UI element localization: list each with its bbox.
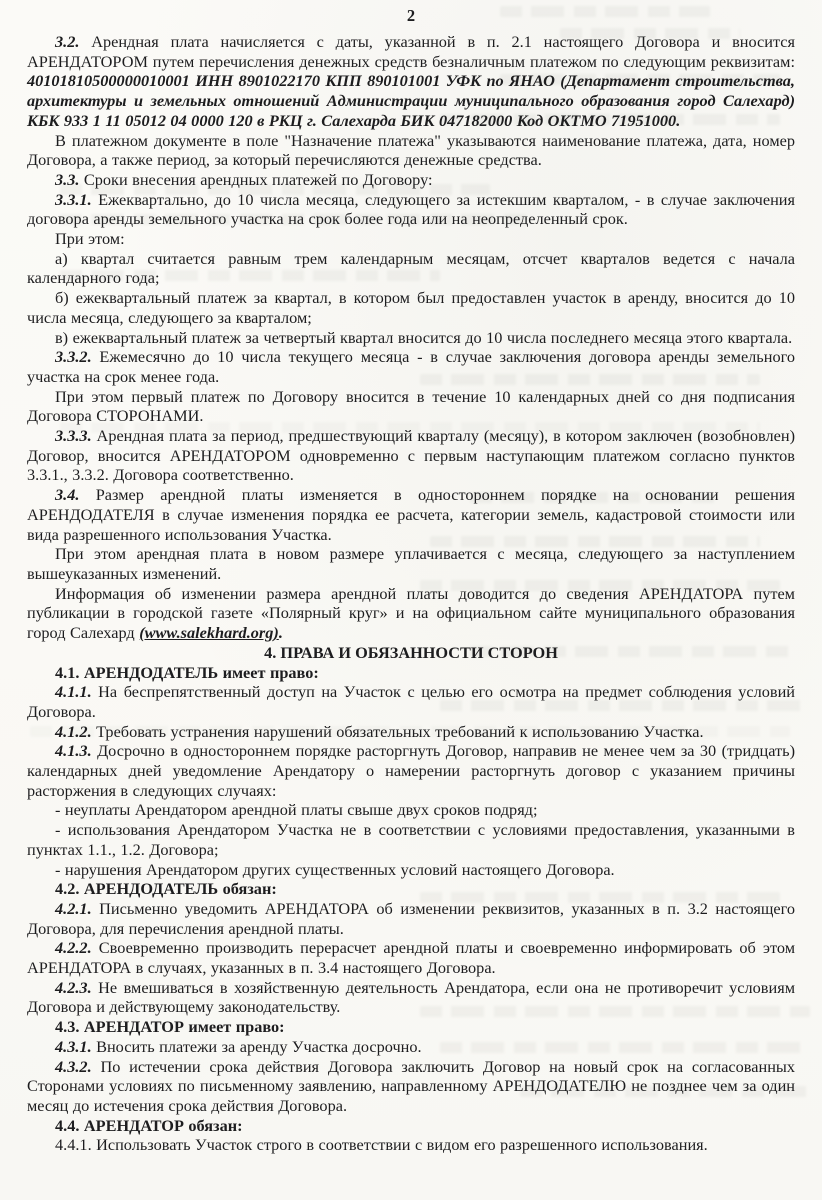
page-number: 2: [406, 6, 416, 25]
text-run: - неуплаты Арендатором арендной платы свыше двух сроков подряд;: [55, 800, 538, 820]
text-run: Арендная плата начисляется с даты, указанной в п. 2.1 настоящего Договора и вносится АРЕНДАТОРОМ путем перечисления денежных средств безналичным платежом по следующим реквизитам:: [27, 32, 795, 71]
text-run: 4.1.3.: [55, 741, 92, 761]
paragraph: [27, 190, 795, 229]
text-run: 4.3. АРЕНДАТОР имеет право:: [55, 1017, 285, 1037]
section-heading: [27, 643, 795, 663]
text-run: .: [278, 623, 283, 643]
paragraph: [27, 899, 795, 938]
text-run: При этом:: [55, 229, 125, 249]
paragraph: [27, 328, 795, 348]
paragraph: [27, 426, 795, 485]
paragraph: [27, 741, 795, 800]
text-run: Своевременно производить перерасчет арендной платы и своевременно информировать об этом АРЕНДАТОРА в случаях, указанных в п. 3.4 настоящего Договора.: [27, 938, 795, 978]
text-run: - нарушения Арендатором других существенных условий настоящего Договора.: [55, 859, 615, 879]
text-run: Ежемесячно до 10 числа текущего месяца - в случае заключения договора аренды земельного участка на срок менее года.: [27, 347, 795, 386]
paragraph: [27, 584, 795, 643]
paragraph: [27, 32, 795, 131]
text-run: 3.3.3.: [55, 426, 92, 446]
text-run: 3.3.1.: [55, 189, 92, 209]
text-run: - использования Арендатором Участка не в соответствии с условиями предоставления, указанными в пунктах 1.1., 1.2. Договора;: [27, 820, 795, 859]
text-run: Не вмешиваться в хозяйственную деятельность Арендатора, если она не противоречит условиям Договора и действующему законодательству.: [27, 977, 795, 1017]
text-run: Размер арендной платы изменяется в одностороннем порядке на основании решения АРЕНДОДАТЕЛЯ в случае изменения порядка ее расчета, категории земель, кадастровой стоимости или вида разрешенного использования Участка.: [27, 485, 795, 544]
paragraph: [27, 1135, 795, 1155]
paragraph: [27, 1017, 795, 1037]
text-run: В платежном документе в поле "Назначение платежа" указываются наименование платежа, дата, номер Договора, а также период, за который перечисляются денежные средства.: [27, 130, 795, 170]
paragraph: [27, 800, 795, 820]
paragraph: [27, 131, 795, 170]
paragraph: [27, 485, 795, 544]
text-run: 4.4.1. Использовать Участок строго в соответствии с видом его разрешенного использования.: [55, 1135, 708, 1155]
paragraph: [27, 860, 795, 880]
text-run: а) квартал считается равным трем календарным месяцам, отсчет кварталов ведется с начала календарного года;: [27, 248, 795, 288]
paragraph: [27, 1037, 795, 1057]
text-run: 4.3.1.: [55, 1036, 92, 1056]
text-run: в) ежеквартальный платеж за четвертый квартал вносится до 10 числа последнего месяца этого квартала.: [55, 327, 793, 347]
text-run: Вносить платежи за аренду Участка досрочно.: [91, 1036, 422, 1056]
text-run: 4.1. АРЕНДОДАТЕЛЬ имеет право:: [55, 662, 319, 682]
text-run: Досрочно в одностороннем порядке расторгнуть Договор, направив не менее чем за 30 (тридцать) календарных дней уведомление Арендатору о намерении расторгнуть договор с указанием причины расторжения в следующих случаях:: [27, 741, 795, 800]
text-run: 3.2.: [55, 32, 80, 51]
text-run: Ежеквартально, до 10 числа месяца, следующего за истекшим кварталом, - в случае заключения договора аренды земельного участка на срок более года или на неопределенный срок.: [27, 189, 795, 229]
text-run: 4.4. АРЕНДАТОР обязан:: [55, 1115, 243, 1135]
text-run: 4.2. АРЕНДОДАТЕЛЬ обязан:: [55, 879, 277, 899]
text-run: Арендная плата за период, предшествующий кварталу (месяцу), в котором заключен (возобновлен) Договор, вносится АРЕНДАТОРОМ одновременно с первым наступающим платежом согласно пунктов 3.3.1., 3.3.2. Договора соответственно.: [27, 426, 795, 485]
text-run: (www.salekhard.org): [139, 623, 279, 643]
paragraph: [27, 938, 795, 977]
paragraph: [27, 879, 795, 899]
paragraph: [27, 387, 795, 426]
paragraph: [27, 347, 795, 386]
paragraph: [27, 682, 795, 721]
document-body: [27, 32, 795, 1155]
paragraph: [27, 1057, 795, 1116]
paragraph: [27, 722, 795, 742]
text-run: По истечении срока действия Договора заключить Договор на новый срок на согласованных Сторонами условиях по письменному заявлению, направленному АРЕНДОДАТЕЛЮ не позднее чем за один месяц до истечения срока действия Договора.: [27, 1056, 795, 1115]
paragraph: [27, 288, 795, 327]
text-run: 4.2.3.: [55, 977, 92, 997]
text-run: Информация об изменении размера арендной платы доводится до сведения АРЕНДАТОРА путем публикации в городской газете «Полярный круг» и на официальном сайте муниципального образования город Салехард: [27, 583, 795, 643]
paragraph: [27, 978, 795, 1017]
paragraph: [27, 663, 795, 683]
text-run: 3.3.: [55, 169, 80, 189]
paragraph: [27, 249, 795, 288]
paragraph: [27, 170, 795, 190]
text-run: 3.4.: [55, 485, 80, 505]
text-run: 4.2.2.: [55, 938, 92, 958]
paragraph: [27, 1116, 795, 1136]
text-run: Письменно уведомить АРЕНДАТОРА об изменении реквизитов, указанных в п. 3.2 настоящего Договора, для перечисления арендной платы.: [27, 898, 795, 938]
text-run: 4.1.1.: [55, 682, 92, 702]
text-run: При этом арендная плата в новом размере уплачивается с месяца, следующего за наступлением вышеуказанных изменений.: [27, 544, 795, 583]
paragraph: [27, 229, 795, 249]
text-run: б) ежеквартальный платеж за квартал, в котором был предоставлен участок в аренду, вносится до 10 числа месяца, следующего за кварталом;: [27, 288, 795, 327]
text-run: 4.3.2.: [55, 1056, 92, 1076]
text-run: 4. ПРАВА И ОБЯЗАННОСТИ СТОРОН: [264, 642, 558, 662]
text-run: 40101810500000010001 ИНН 8901022170 КПП 890101001 УФК по ЯНАО (Департамент строительства, архитектуры и земельных отношений Администрации муниципального образования город Салехард) КБК 933 1 11 05012 04 0000 120 в РКЦ г. Салехарда БИК 047182000 Код ОКТМО 71951000.: [27, 71, 795, 130]
text-run: На беспрепятственный доступ на Участок с целью его осмотра на предмет соблюдения условий Договора.: [27, 682, 795, 721]
paragraph: [27, 820, 795, 859]
text-run: 3.3.2.: [55, 347, 92, 367]
text-run: Требовать устранения нарушений обязательных требований к использованию Участка.: [91, 721, 704, 741]
paragraph: [27, 544, 795, 583]
text-run: Сроки внесения арендных платежей по Договору:: [79, 169, 433, 189]
text-run: При этом первый платеж по Договору вносится в течение 10 календарных дней со дня подписания Договора СТОРОНАМИ.: [27, 386, 795, 426]
text-run: 4.1.2.: [55, 721, 92, 741]
text-run: 4.2.1.: [55, 898, 92, 918]
